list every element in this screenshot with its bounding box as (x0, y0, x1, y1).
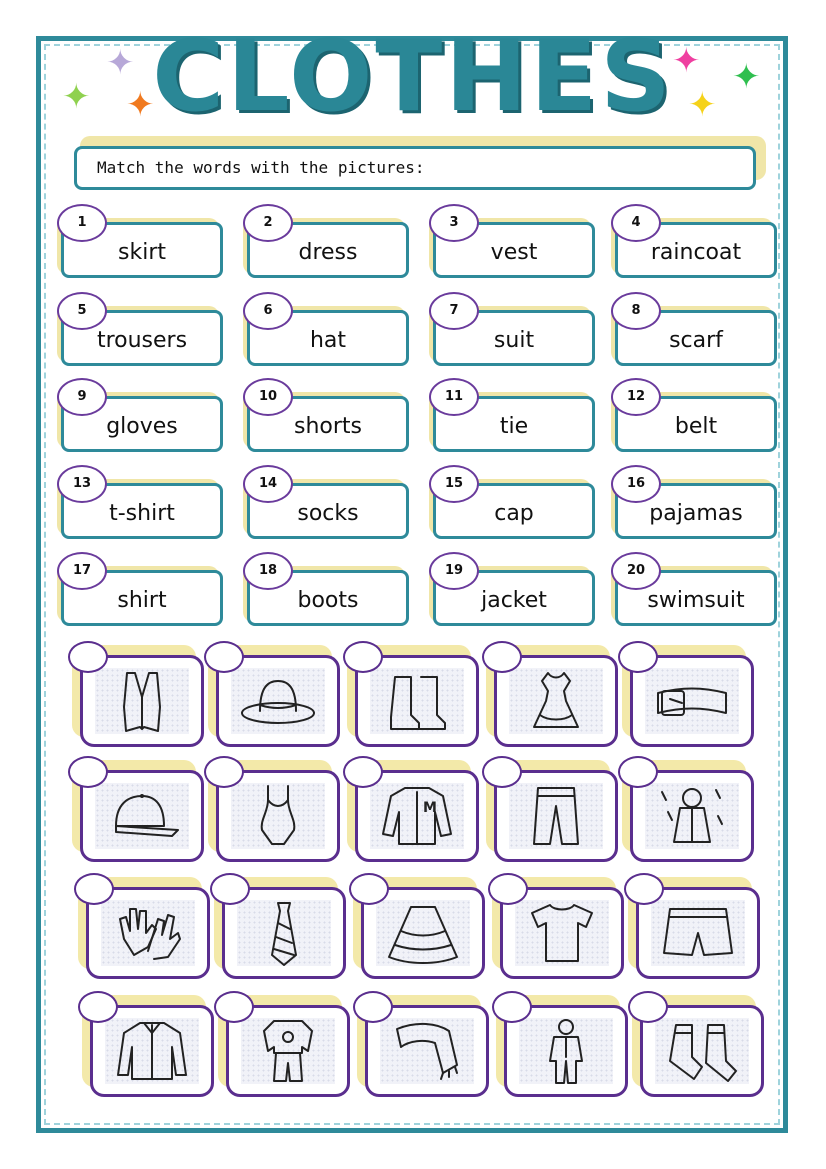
word-number: 18 (243, 552, 293, 590)
word-number: 17 (57, 552, 107, 590)
picture-card (630, 770, 754, 866)
word-number: 19 (429, 552, 479, 590)
picture-card (355, 770, 479, 866)
word-card (433, 303, 595, 368)
star-icon: ✦ (688, 85, 717, 125)
shirt-icon (112, 1017, 192, 1085)
dress-icon (516, 667, 596, 735)
svg-text:M: M (423, 800, 437, 816)
tie-icon (244, 899, 324, 967)
word-card (247, 563, 409, 628)
skirt-icon (383, 899, 463, 967)
picture-card (504, 1005, 628, 1101)
picture-card (86, 887, 210, 983)
word-card (247, 476, 409, 541)
word-label: raincoat (615, 222, 777, 278)
word-card (615, 563, 777, 628)
word-label: t-shirt (61, 483, 223, 539)
scarf-icon (387, 1017, 467, 1085)
word-label: swimsuit (615, 570, 777, 626)
gloves-icon (108, 899, 188, 967)
picture-card (216, 655, 340, 751)
word-card (615, 476, 777, 541)
word-label: belt (615, 396, 777, 452)
pajamas-icon (248, 1017, 328, 1085)
word-label: skirt (61, 222, 223, 278)
instruction-box (74, 146, 756, 190)
word-label: socks (247, 483, 409, 539)
word-card (615, 303, 777, 368)
picture-card (90, 1005, 214, 1101)
word-card (615, 389, 777, 454)
word-number: 15 (429, 465, 479, 503)
word-label: shirt (61, 570, 223, 626)
word-number: 13 (57, 465, 107, 503)
picture-card (80, 655, 204, 751)
word-card (433, 563, 595, 628)
picture-card (355, 655, 479, 751)
page-title: CLOTHES (152, 20, 674, 134)
raincoat-icon (652, 782, 732, 850)
word-label: boots (247, 570, 409, 626)
star-icon: ✦ (106, 43, 135, 83)
word-number: 1 (57, 204, 107, 242)
picture-card (80, 770, 204, 866)
word-card (247, 303, 409, 368)
word-number: 14 (243, 465, 293, 503)
word-number: 8 (611, 292, 661, 330)
belt-icon (652, 667, 732, 735)
word-card (61, 303, 223, 368)
word-label: dress (247, 222, 409, 278)
swimsuit-icon (238, 782, 318, 850)
picture-card (216, 770, 340, 866)
word-label: suit (433, 310, 595, 366)
word-label: scarf (615, 310, 777, 366)
word-card (433, 215, 595, 280)
word-card (247, 215, 409, 280)
word-card (61, 563, 223, 628)
picture-card (636, 887, 760, 983)
word-card (247, 389, 409, 454)
socks-icon (662, 1017, 742, 1085)
word-number: 9 (57, 378, 107, 416)
picture-card (365, 1005, 489, 1101)
star-icon: ✦ (62, 77, 91, 117)
word-label: cap (433, 483, 595, 539)
star-icon: ✦ (732, 57, 761, 97)
instruction-text: Match the words with the pictures: (97, 158, 425, 177)
word-number: 20 (611, 552, 661, 590)
word-label: pajamas (615, 483, 777, 539)
picture-card (630, 655, 754, 751)
word-label: tie (433, 396, 595, 452)
word-number: 16 (611, 465, 661, 503)
word-number: 4 (611, 204, 661, 242)
vest-icon (102, 667, 182, 735)
word-card (61, 389, 223, 454)
picture-card (500, 887, 624, 983)
boots-icon (377, 667, 457, 735)
word-label: jacket (433, 570, 595, 626)
word-label: gloves (61, 396, 223, 452)
cap-icon (102, 782, 182, 850)
jacket-icon (377, 782, 457, 850)
hat-icon (238, 667, 318, 735)
word-number: 2 (243, 204, 293, 242)
word-number: 5 (57, 292, 107, 330)
word-label: vest (433, 222, 595, 278)
word-number: 3 (429, 204, 479, 242)
word-card (615, 215, 777, 280)
word-label: trousers (61, 310, 223, 366)
word-number: 12 (611, 378, 661, 416)
picture-card (361, 887, 485, 983)
word-label: shorts (247, 396, 409, 452)
word-card (433, 476, 595, 541)
word-card (433, 389, 595, 454)
picture-card (494, 655, 618, 751)
word-number: 10 (243, 378, 293, 416)
word-card (61, 215, 223, 280)
trousers-icon (516, 782, 596, 850)
picture-card (640, 1005, 764, 1101)
picture-card (226, 1005, 350, 1101)
star-icon: ✦ (126, 85, 155, 125)
word-number: 7 (429, 292, 479, 330)
shorts-icon (658, 899, 738, 967)
word-number: 11 (429, 378, 479, 416)
star-icon: ✦ (672, 41, 701, 81)
picture-card (222, 887, 346, 983)
word-label: hat (247, 310, 409, 366)
suit-icon (526, 1017, 606, 1085)
word-card (61, 476, 223, 541)
tshirt-icon (522, 899, 602, 967)
picture-card (494, 770, 618, 866)
word-number: 6 (243, 292, 293, 330)
